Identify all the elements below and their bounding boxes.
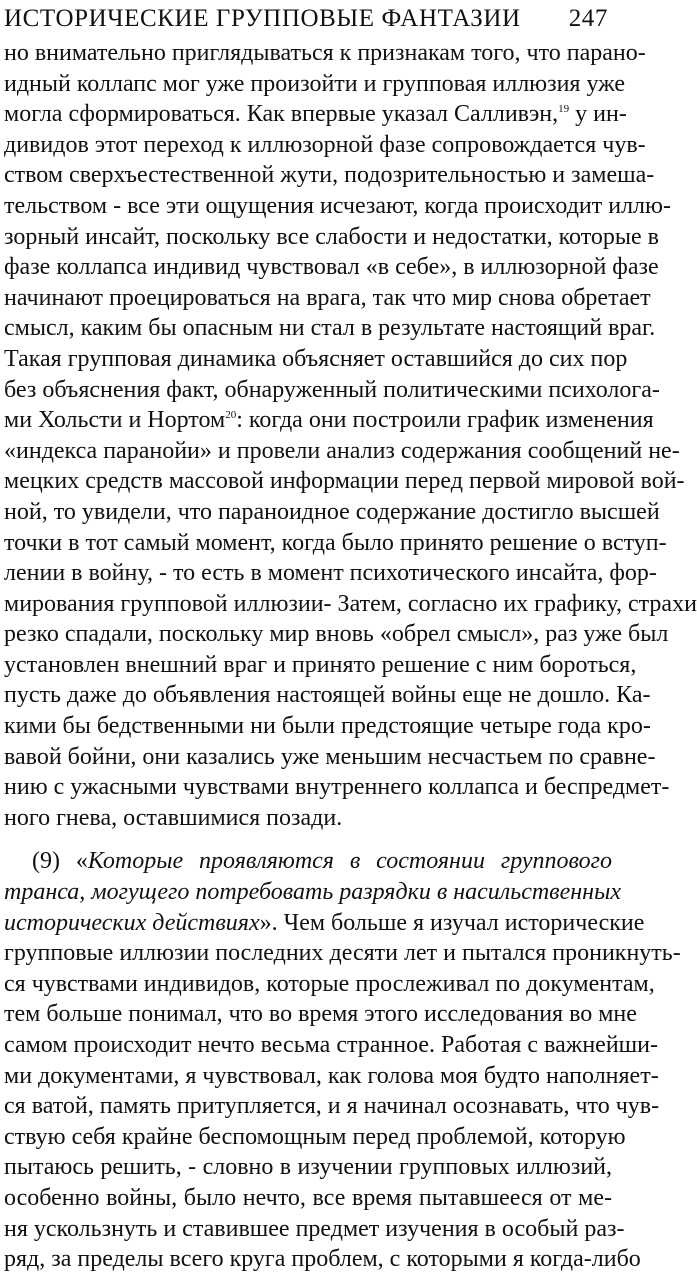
text-line: резко спадали, поскольку мир вновь «обрел смысл», раз уже был	[4, 621, 669, 648]
text-line: идный коллапс мог уже произойти и групповая иллюзия уже	[4, 70, 626, 97]
text-line: ствую себя крайне беспомощным перед проблемой, которую	[4, 1123, 626, 1150]
text-line	[4, 908, 645, 939]
text-line	[4, 405, 654, 436]
item-number: (9) «	[32, 848, 88, 875]
text-line: самом происходит нечто весьма странное. Работая с важнейши-	[4, 1032, 658, 1058]
footnote-ref: 20	[225, 409, 237, 422]
paragraph-group-trance	[4, 846, 681, 1274]
text-line: пусть даже до объявления настоящей войны еще не дошло. Ка-	[4, 682, 651, 709]
paragraph-paranoid-collapse	[4, 38, 697, 833]
italic-quote: транса, могущего потребовать разрядки в насильственных	[4, 879, 621, 906]
text-line: пытаюсь решить, - словно в изучении групповых иллюзий,	[4, 1154, 612, 1181]
text-line: мирования групповой иллюзии- Затем, согласно их графику, страхи	[4, 590, 697, 617]
running-head	[4, 0, 612, 38]
text-line: начинают проецироваться на врага, так что мир снова обретает	[4, 284, 651, 311]
paragraph-gap	[4, 833, 612, 846]
text-line: ся ватой, память притупляется, и я начинал осознавать, что чув-	[4, 1093, 660, 1120]
text-line: ряд, за пределы всего круга проблем, с которыми я когда-либо	[4, 1246, 641, 1273]
text-line: вавой бойни, они казались уже меньшим несчастьем по сравне-	[4, 743, 656, 770]
text-line: зорный инсайт, поскольку все слабости и недостатки, которые в	[4, 223, 659, 250]
text-line: тельством - все эти ощущения исчезают, когда происходит иллю-	[4, 192, 671, 219]
text-run: : когда они построили график изменения	[236, 407, 654, 434]
text-line: но внимательно приглядываться к признакам того, что парано-	[4, 40, 646, 66]
text-run: могла сформироваться. Как впервые указал Салливэн,	[4, 101, 559, 128]
text-line: мецких средств массовой информации перед первой мировой вой-	[4, 468, 685, 495]
text-run: ». Чем больше я изучал исторические	[259, 909, 645, 936]
italic-quote: Которые проявляются в состоянии группового	[87, 848, 612, 875]
footnote-ref: 19	[558, 103, 570, 116]
text-line: тем больше понимал, что во время этого исследования во мне	[4, 1001, 637, 1028]
text-line: без объяснения факт, обнаруженный политическими психолога-	[4, 376, 660, 403]
text-line: Такая групповая динамика объясняет оставшийся до сих пор	[4, 345, 628, 372]
text-line: ного гнева, оставшимися позади.	[4, 804, 343, 831]
text-line	[4, 846, 612, 877]
text-run: у ин-	[569, 101, 627, 128]
text-line: лении в войну, - то есть в момент психотического инсайта, фор-	[4, 560, 657, 587]
page-number: 247	[568, 5, 608, 32]
text-run: ми Хольсти и Нортом	[4, 407, 226, 434]
text-line: ной, то увидели, что параноидное содержание достигло высшей	[4, 498, 660, 525]
text-line: ством сверхъестественной жути, подозрительностью и замеша-	[4, 162, 655, 189]
text-line: особенно войны, было нечто, все время пытавшееся от ме-	[4, 1184, 612, 1211]
text-line	[4, 99, 627, 130]
text-line: ня ускользнуть и ставившее предмет изучения в особый раз-	[4, 1215, 625, 1242]
text-line: групповые иллюзии последних десяти лет и пытался проникнуть-	[4, 940, 681, 967]
text-line: ми документами, я чувствовал, как голова моя будто наполняет-	[4, 1062, 659, 1089]
text-line	[4, 877, 621, 908]
text-line: установлен внешний враг и принято решение с ним бороться,	[4, 651, 637, 678]
text-line: точки в тот самый момент, когда было принято решение о вступ-	[4, 529, 667, 556]
text-line: кими бы бедственными ни были предстоящие четыре года кро-	[4, 713, 651, 740]
italic-quote: исторических действиях	[4, 909, 260, 936]
text-line: дивидов этот переход к иллюзорной фазе сопровождается чув-	[4, 131, 646, 158]
text-line: нию с ужасными чувствами внутреннего коллапса и беспредмет-	[4, 774, 670, 801]
running-title: ИСТОРИЧЕСКИЕ ГРУППОВЫЕ ФАНТАЗИИ	[4, 5, 521, 32]
text-line: ся чувствами индивидов, которые прослеживал по документам,	[4, 970, 655, 997]
text-line: смысл, каким бы опасным ни стал в результате настоящий враг.	[4, 315, 656, 342]
text-line: фазе коллапса индивид чувствовал «в себе», в иллюзорной фазе	[4, 254, 659, 281]
text-line: «индекса паранойи» и провели анализ содержания сообщений не-	[4, 437, 680, 464]
